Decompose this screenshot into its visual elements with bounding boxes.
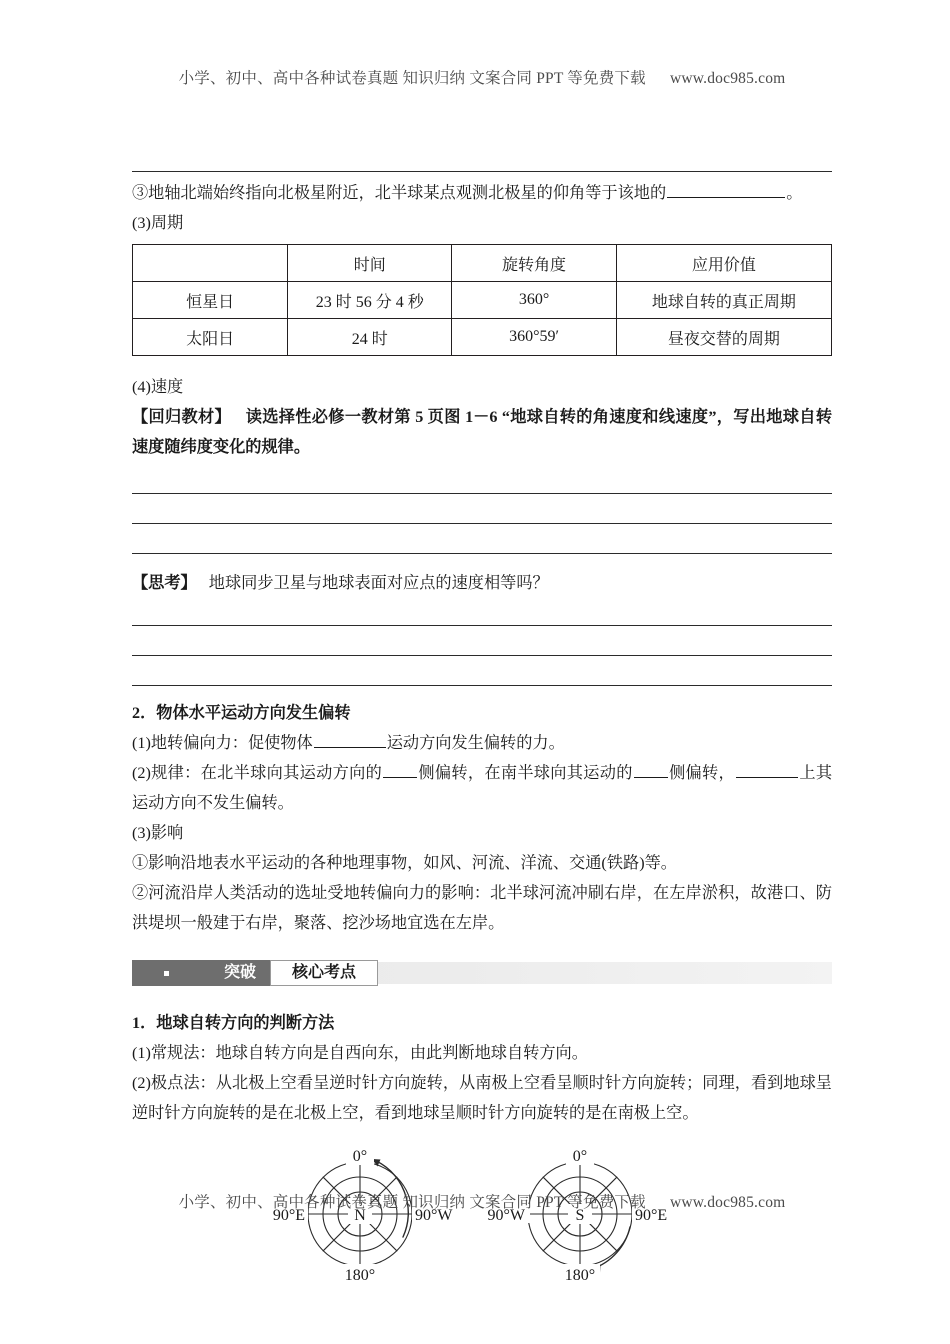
footer-watermark [132,1190,832,1212]
s2-2-part1: (2)规律：在北半球向其运动方向的 [132,764,383,782]
item-3-suffix: 。 [786,184,803,202]
answer-rule [132,662,832,692]
textbook-review-text: 读选择性必修一教材第 5 页图 1－6 “地球自转的角速度和线速度”，写出地球自转速度随纬度变化的规律。 [132,408,833,456]
section-2-item-3-heading: (3)影响 [132,824,184,842]
north-top-label: 0° [352,1148,368,1165]
textbook-review-block [132,402,832,462]
south-center-label: S [575,1207,585,1224]
section-2-item-1-suffix: 运动方向发生偏转的力。 [386,734,565,752]
think-text: 地球同步卫星与地球表面对应点的速度相等吗？ [208,574,549,592]
table-header-cell: 应用价值 [616,245,831,282]
north-right-label: 90°W [415,1207,453,1224]
s2-2-part2: 侧偏转，在南半球向其运动的 [418,764,633,782]
table-row [133,319,832,356]
s2-2-blank-equator[interactable] [736,762,798,778]
s2-2-part4: 上其运动方向不发生偏转。 [132,764,833,812]
think-block [132,568,832,598]
section-2-item-2 [132,758,832,818]
banner-dark-tab [132,960,270,986]
answer-rule [132,632,832,662]
table-cell: 恒星日 [133,282,288,319]
document-content [132,0,832,1292]
item-3-blank[interactable] [667,182,785,198]
bullet-square-icon [164,971,169,976]
s2-2-blank-south[interactable] [634,762,668,778]
table-cell: 太阳日 [133,319,288,356]
item-3-line [132,178,832,208]
s2-2-part3: 侧偏转， [668,764,736,782]
polar-diagrams [132,1142,832,1292]
section-2-item-3-2: ②河流沿岸人类活动的选址受地转偏向力的影响：北半球河流冲刷右岸，在左岸淤积，故港口、防洪堤坝一般建于右岸，聚落、挖沙场地宜选在左岸。 [132,884,832,932]
breakthrough-p2: (2)极点法：从北极上空看呈逆时针方向旋转，从南极上空看呈顺时针方向旋转；同理，看到地球呈逆时针方向旋转的是在北极上空，看到地球呈顺时针方向旋转的是在南极上空。 [132,1074,832,1122]
north-bottom-label: 180° [344,1267,376,1284]
table-cell: 24 时 [288,319,452,356]
section-2-item-1-blank[interactable] [314,732,386,748]
south-top-label: 0° [572,1148,588,1165]
answer-rule [132,500,832,530]
north-center-label: N [354,1207,366,1224]
section-2-item-3-1: ①影响沿地表水平运动的各种地理事物，如风、河流、洋流、交通(铁路)等。 [132,854,677,872]
south-bottom-label: 180° [564,1267,596,1284]
table-cell: 360° [452,282,616,319]
watermark-site: www.doc985.com [669,70,786,87]
answer-rule [132,530,832,560]
banner-dark-label: 突破 [223,964,256,981]
watermark-site: www.doc985.com [669,1194,786,1211]
breakthrough-p1: (1)常规法：地球自转方向是自西向东，由此判断地球自转方向。 [132,1044,588,1062]
south-left-label: 90°W [487,1207,525,1224]
period-heading: (3)周期 [132,214,184,232]
spacer [132,560,832,568]
spacer [132,986,832,1008]
south-pole-diagram [480,1142,680,1287]
table-header-cell: 旋转角度 [452,245,616,282]
textbook-review-label: 【回归教材】 [132,408,232,426]
watermark-text: 小学、初中、高中各种试卷真题 知识归纳 文案合同 PPT 等免费下载 [178,70,646,87]
period-table [132,244,832,356]
spacer [132,938,832,960]
table-cell: 昼夜交替的周期 [616,319,831,356]
banner-white-label: 核心考点 [291,964,356,981]
top-spacer [132,0,832,148]
table-cell: 23 时 56 分 4 秒 [288,282,452,319]
spacer [132,462,832,470]
table-cell: 360°59′ [452,319,616,356]
table-header-row [133,245,832,282]
north-pole-diagram [260,1142,460,1287]
table-cell: 地球自转的真正周期 [616,282,831,319]
think-label: 【思考】 [132,574,197,592]
speed-heading: (4)速度 [132,378,184,396]
north-left-label: 90°E [272,1207,305,1224]
table-header-cell: 时间 [288,245,452,282]
breakthrough-heading-1: 1．地球自转方向的判断方法 [132,1014,335,1032]
section-2-heading: 2．物体水平运动方向发生偏转 [132,704,351,722]
table-header-cell [133,245,288,282]
item-3-text: ③地轴北端始终指向北极星附近，北半球某点观测北极星的仰角等于该地的 [132,184,667,202]
south-labels [488,1148,668,1284]
spacer [132,1128,832,1142]
section-2-item-1 [132,728,832,758]
section-2-item-1-prefix: (1)地转偏向力：促使物体 [132,734,313,752]
s2-2-blank-north[interactable] [383,762,417,778]
banner-white-tab[interactable] [270,960,378,986]
north-labels [273,1148,454,1284]
breakthrough-banner [132,960,832,986]
table-spacer-bottom [132,356,832,372]
answer-rule [132,602,832,632]
table-row [133,282,832,319]
answer-rule-top [132,148,832,178]
south-right-label: 90°E [635,1207,668,1224]
answer-rule [132,470,832,500]
watermark-text: 小学、初中、高中各种试卷真题 知识归纳 文案合同 PPT 等免费下载 [178,1194,646,1211]
